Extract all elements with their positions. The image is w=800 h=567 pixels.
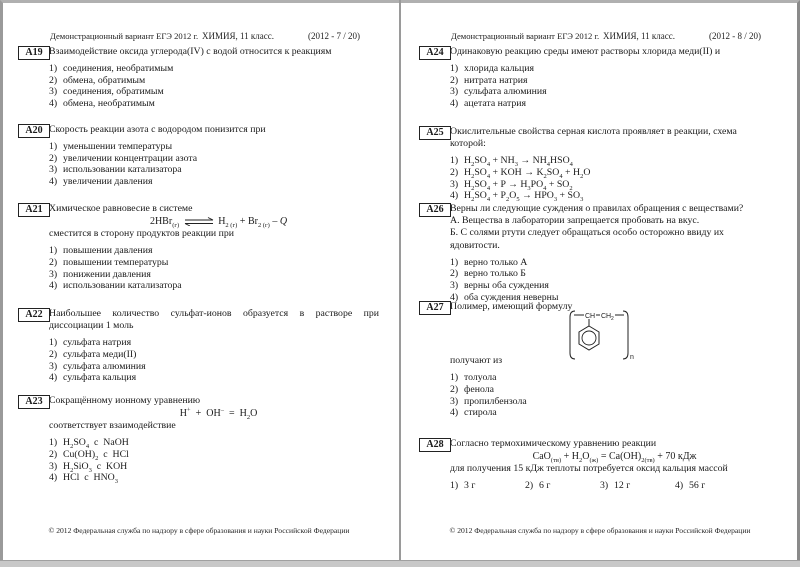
answer-option[interactable]: 4) сульфата кальция [49, 372, 137, 384]
answer-option[interactable]: 1) сульфата натрия [49, 337, 132, 349]
ionic-equation: $H^+ + OH^- = H_2O$ [179, 406, 258, 422]
question-a28 [419, 438, 769, 492]
header-page-number: (2012 - 7 / 20) [308, 31, 360, 41]
question-text: Взаимодействие оксида углерода(IV) с водой относится к реакциям [49, 46, 332, 57]
thermochemical-equation: $CaO_{(тв)} + H_2O_{(ж)} = Ca(OH)_{2(тв)} + 70$ кДж [532, 451, 697, 465]
question-number: A27 [419, 301, 451, 315]
answer-options [49, 337, 368, 383]
question-a26 [419, 203, 769, 303]
question-number: A28 [419, 438, 451, 452]
answer-option[interactable]: 4) HCl с $HNO_3$ [49, 472, 118, 486]
answer-option[interactable]: 3) сульфата алюминия [450, 86, 547, 98]
answer-option[interactable]: 3) сульфата алюминия [49, 360, 146, 372]
answer-option[interactable]: 4) $H_2SO_4 + P_2O_5 \to HPO_3 + SO_3$ [450, 190, 584, 204]
answer-option[interactable]: 3) использовании катализатора [49, 164, 182, 176]
polymer-formula-drawing [569, 309, 641, 361]
svg-text:2: 2 [611, 316, 614, 322]
answer-option[interactable]: 2) фенола [450, 384, 494, 395]
answer-options [49, 141, 368, 187]
question-number: A22 [18, 308, 50, 322]
answer-option[interactable]: 2) 6 г [525, 480, 551, 492]
answer-options [450, 257, 769, 303]
answer-option[interactable]: 2) обмена, обратимым [49, 74, 146, 86]
header-subject: ХИМИЯ, 11 класс. [603, 31, 676, 41]
question-text: Сокращённому ионному уравнению [49, 395, 201, 406]
answer-option[interactable]: 1) повышении давления [49, 245, 153, 257]
answer-options [49, 245, 368, 291]
answer-option[interactable]: 4) оба суждения неверны [450, 291, 559, 303]
answer-option[interactable]: 1) толуола [450, 372, 497, 384]
question-a22 [18, 308, 379, 384]
answer-option[interactable]: 2) сульфата меди(II) [49, 349, 137, 360]
answer-options [49, 63, 368, 109]
answer-option[interactable]: 3) соединения, обратимым [49, 86, 164, 98]
header-page-number: (2012 - 8 / 20) [709, 31, 761, 41]
question-number: A26 [419, 203, 451, 217]
header-subject: ХИМИЯ, 11 класс. [202, 31, 275, 41]
answer-option[interactable]: 2) $Cu(OH)_2$ с HCl [49, 449, 129, 462]
question-text: Скорость реакции азота с водородом понизится при [49, 124, 266, 135]
answer-options [450, 155, 769, 204]
header-title: Демонстрационный вариант ЕГЭ 2012 г. [451, 31, 600, 41]
page-8 [401, 0, 799, 560]
question-text: Полимер, имеющий формулу [450, 301, 573, 312]
question-text: Химическое равновесие в системе [49, 203, 193, 214]
answer-options [450, 372, 769, 418]
question-text: Окислительные свойства серная кислота проявляет в реакции, схема которой: [450, 126, 737, 150]
answer-option[interactable]: 1) верно только А [450, 256, 528, 268]
answer-option[interactable]: 1) уменьшении температуры [49, 141, 173, 153]
answer-options [450, 480, 769, 492]
question-a27 [419, 301, 769, 426]
answer-option[interactable]: 3) $H_2SO_4 + P \to H_3PO_4 + SO_2$ [450, 178, 573, 192]
polystyrene-structure-icon [569, 309, 639, 359]
question-number: A24 [419, 46, 451, 60]
equilibrium-equation: 2HBr$_{(г)}$ $H_{2 (г)} + Br_{2 (г)} - Q$ [149, 216, 288, 230]
question-text-continued: сместится в сторону продуктов реакции при [49, 228, 235, 240]
svg-text:n: n [630, 354, 634, 361]
answer-option[interactable]: 2) верно только Б [450, 268, 526, 280]
answer-option[interactable]: 1) $H_2SO_4$ с NaOH [49, 437, 129, 451]
answer-option[interactable]: 4) стирола [450, 407, 497, 419]
page-footer: © 2012 Федеральная служба по надзору в сфере образования и науки Российской Федерации [48, 526, 350, 535]
answer-option[interactable]: 3) $H_2SiO_3$ с KOH [49, 460, 128, 474]
question-text-continued: соответствует взаимодействие [49, 420, 176, 432]
question-number: A21 [18, 203, 50, 217]
equilibrium-arrow-icon [184, 217, 214, 226]
page-7 [0, 0, 398, 560]
question-text: Верны ли следующие суждения о правилах обращения с веществами? [450, 203, 744, 214]
answer-option[interactable]: 2) увеличении концентрации азота [49, 152, 198, 164]
question-text-continued: получают из [450, 355, 503, 367]
question-number: A25 [419, 126, 451, 140]
answer-option[interactable]: 3) 12 г [600, 480, 631, 492]
answer-option[interactable]: 1) соединения, необратимым [49, 63, 174, 75]
answer-option[interactable]: 4) ацетата натрия [450, 97, 527, 109]
page-footer: © 2012 Федеральная служба по надзору в сфере образования и науки Российской Федерации [449, 526, 751, 535]
question-number: A23 [18, 395, 50, 409]
question-a21 [18, 203, 368, 292]
answer-option[interactable]: 1) 3 г [450, 480, 476, 492]
answer-option[interactable]: 4) 56 г [675, 480, 706, 492]
svg-text:CH: CH [585, 313, 596, 320]
statement-a: А. Вещества в лаборатории запрещается пробовать на вкус. [450, 215, 700, 227]
answer-option[interactable]: 4) использовании катализатора [49, 280, 182, 292]
answer-option[interactable]: 3) верны оба суждения [450, 280, 549, 291]
question-text: Наибольшее количество сульфат-ионов образуется в растворе при диссоциации 1 моль [49, 308, 379, 332]
header-title: Демонстрационный вариант ЕГЭ 2012 г. [50, 31, 199, 41]
answer-option[interactable]: 2) повышении температуры [49, 257, 169, 268]
question-a23 [18, 395, 368, 484]
answer-option[interactable]: 1) $H_2SO_4 + NH_3 \to NH_4HSO_4$ [450, 155, 573, 169]
question-text: Согласно термохимическому уравнению реакции [450, 438, 657, 449]
answer-option[interactable]: 3) понижении давления [49, 268, 151, 280]
answer-option[interactable]: 3) пропилбензола [450, 395, 527, 407]
question-number: A19 [18, 46, 50, 60]
answer-options [49, 437, 368, 486]
answer-option[interactable]: 1) хлорида кальция [450, 63, 535, 75]
answer-option[interactable]: 4) увеличении давления [49, 175, 153, 187]
answer-options [450, 63, 769, 109]
question-a25 [419, 126, 769, 202]
question-a24 [419, 46, 769, 110]
question-a20 [18, 124, 368, 188]
answer-option[interactable]: 2) $H_2SO_4$ + KOH → $K_2SO_4 + H_2O$ [450, 167, 591, 180]
svg-text:CH: CH [601, 313, 612, 320]
question-text-continued: для получения 15 кДж теплоты потребуется оксид кальция массой [450, 463, 728, 475]
question-number: A20 [18, 124, 50, 138]
answer-option[interactable]: 4) обмена, необратимым [49, 97, 155, 109]
statement-b: Б. С солями ртути следует обращаться особо осторожно ввиду их ядовитости. [450, 227, 724, 251]
answer-option[interactable]: 2) нитрата натрия [450, 74, 528, 86]
question-a19 [18, 46, 368, 110]
question-text: Одинаковую реакцию среды имеют растворы хлорида меди(II) и [450, 46, 721, 57]
